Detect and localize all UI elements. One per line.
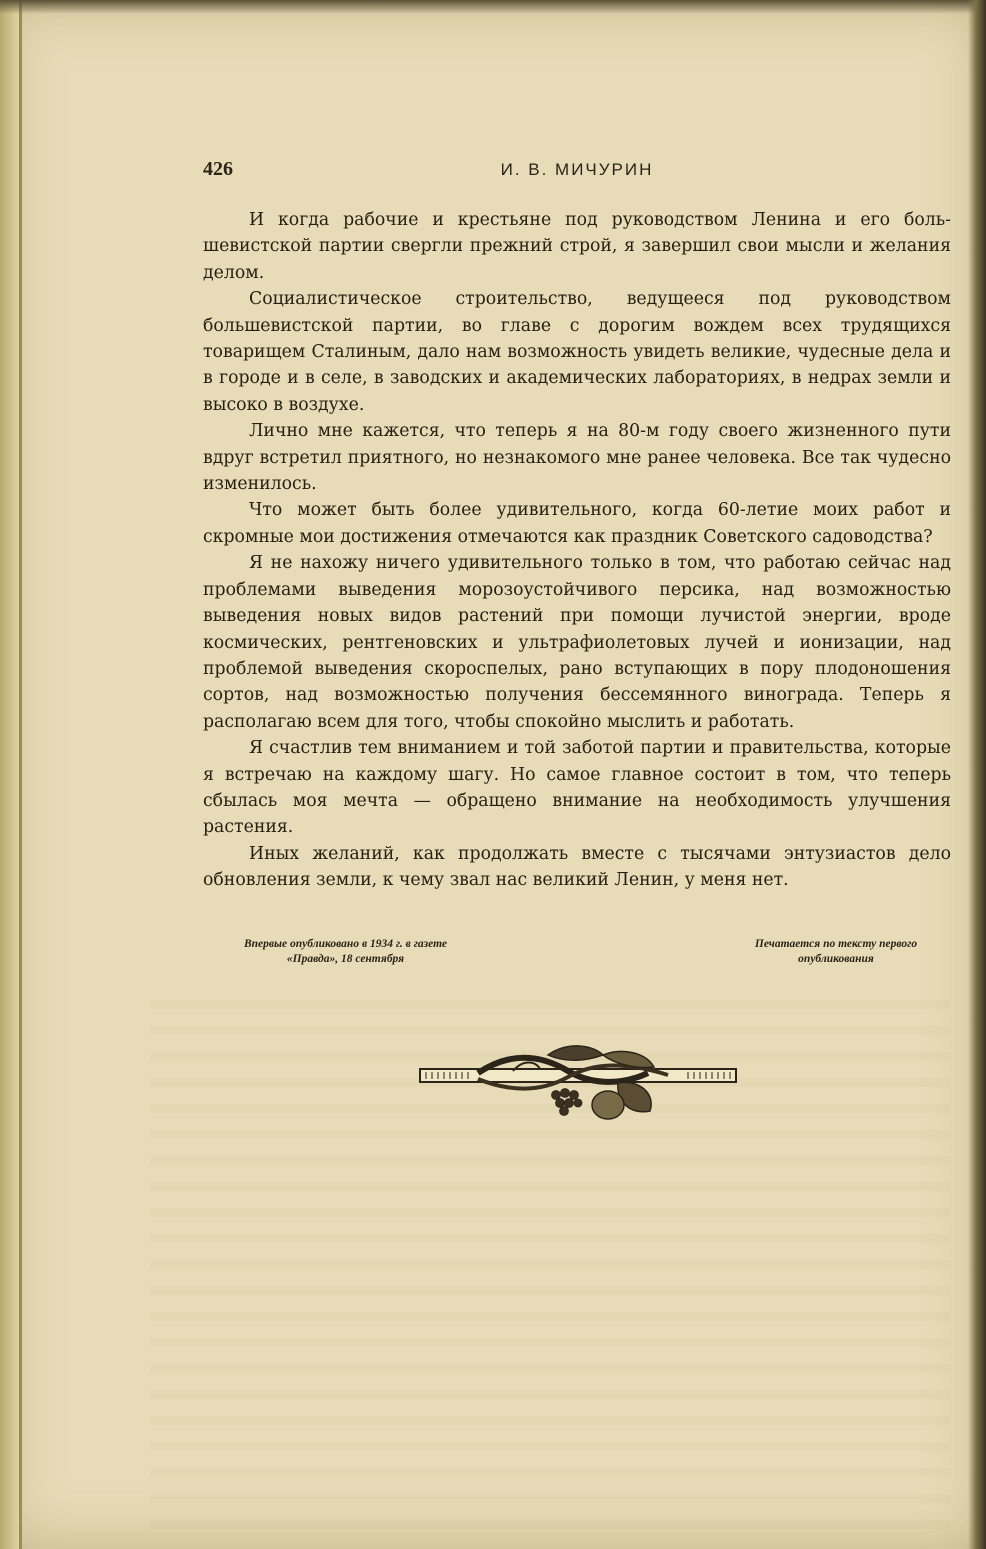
page-number: 426 (203, 158, 233, 180)
paragraph: Что может быть более удивительного, когда 60-летие моих работ и скромные мои достижения отмечаются как праздник Советского садоводства? (203, 500, 951, 547)
first-published-line-2: «Правда», 18 сентября (286, 953, 405, 965)
page-gutter-edge (0, 0, 22, 1549)
page-outer-edge (968, 0, 986, 1549)
paragraph: Иных желаний, как продолжать вместе с тысячами энтузиастов дело обновления земли, к чему звал нас великий Ленин, у меня нет. (203, 843, 951, 891)
source-text-line-2: опубликования (798, 953, 874, 965)
publication-notes (203, 937, 951, 971)
page-top-edge (0, 0, 986, 14)
running-title: И. В. МИЧУРИН (500, 160, 654, 179)
paragraph: Я не нахожу ничего удивительного только в том, что работаю сейчас над проблемами выведения морозоустойчивого персика, над возможностью выведения новых видов растений при помощи лучистой энергии, вроде космических, рентгеновских и ультрафиолетовых лучей и ионизации, над проблемой выведения скороспелых, рано вступающих в пору плодоношения сортов, над возможностью получения бессемянного винограда. Теперь я располагаю всем для того, чтобы спокойно мыслить и работать. (203, 553, 951, 732)
source-text-line-1: Печатается по тексту первого (754, 938, 918, 950)
body-text (203, 207, 951, 894)
page-header (203, 158, 951, 184)
paragraph: И когда рабочие и крестьяне под руководством Ленина и его большевистской партии свергли прежний строй, я завершил свои мысли и желания делом. (203, 210, 951, 283)
first-published-note (203, 937, 488, 967)
source-text-note (721, 937, 951, 967)
paragraph: Я счастлив тем вниманием и той заботой партии и правительства, которые я встречаю на каждому шагу. Но самое главное состоит в том, что теперь сбылась моя мечта — обращено внимание на необходимость улучшения растения. (203, 738, 951, 838)
first-published-line-1: Впервые опубликовано в 1934 г. в газете (243, 938, 448, 950)
paragraph: Социалистическое строительство, ведущееся под руководством большевистской партии, во главе с дорогим вождем всех трудящихся товарищем Сталиным, дало нам возможность увидеть великие, чудесные дела и в городе и в селе, в заводских и академических лабораториях, в недрах земли и высоко в воздухе. (203, 289, 951, 415)
paragraph: Лично мне кажется, что теперь я на 80-м году своего жизненного пути вдруг встретил приятного, но незнакомого мне ранее человека. Все так чудесно изменилось. (203, 421, 951, 495)
fruit-vignette-icon (418, 1043, 738, 1123)
